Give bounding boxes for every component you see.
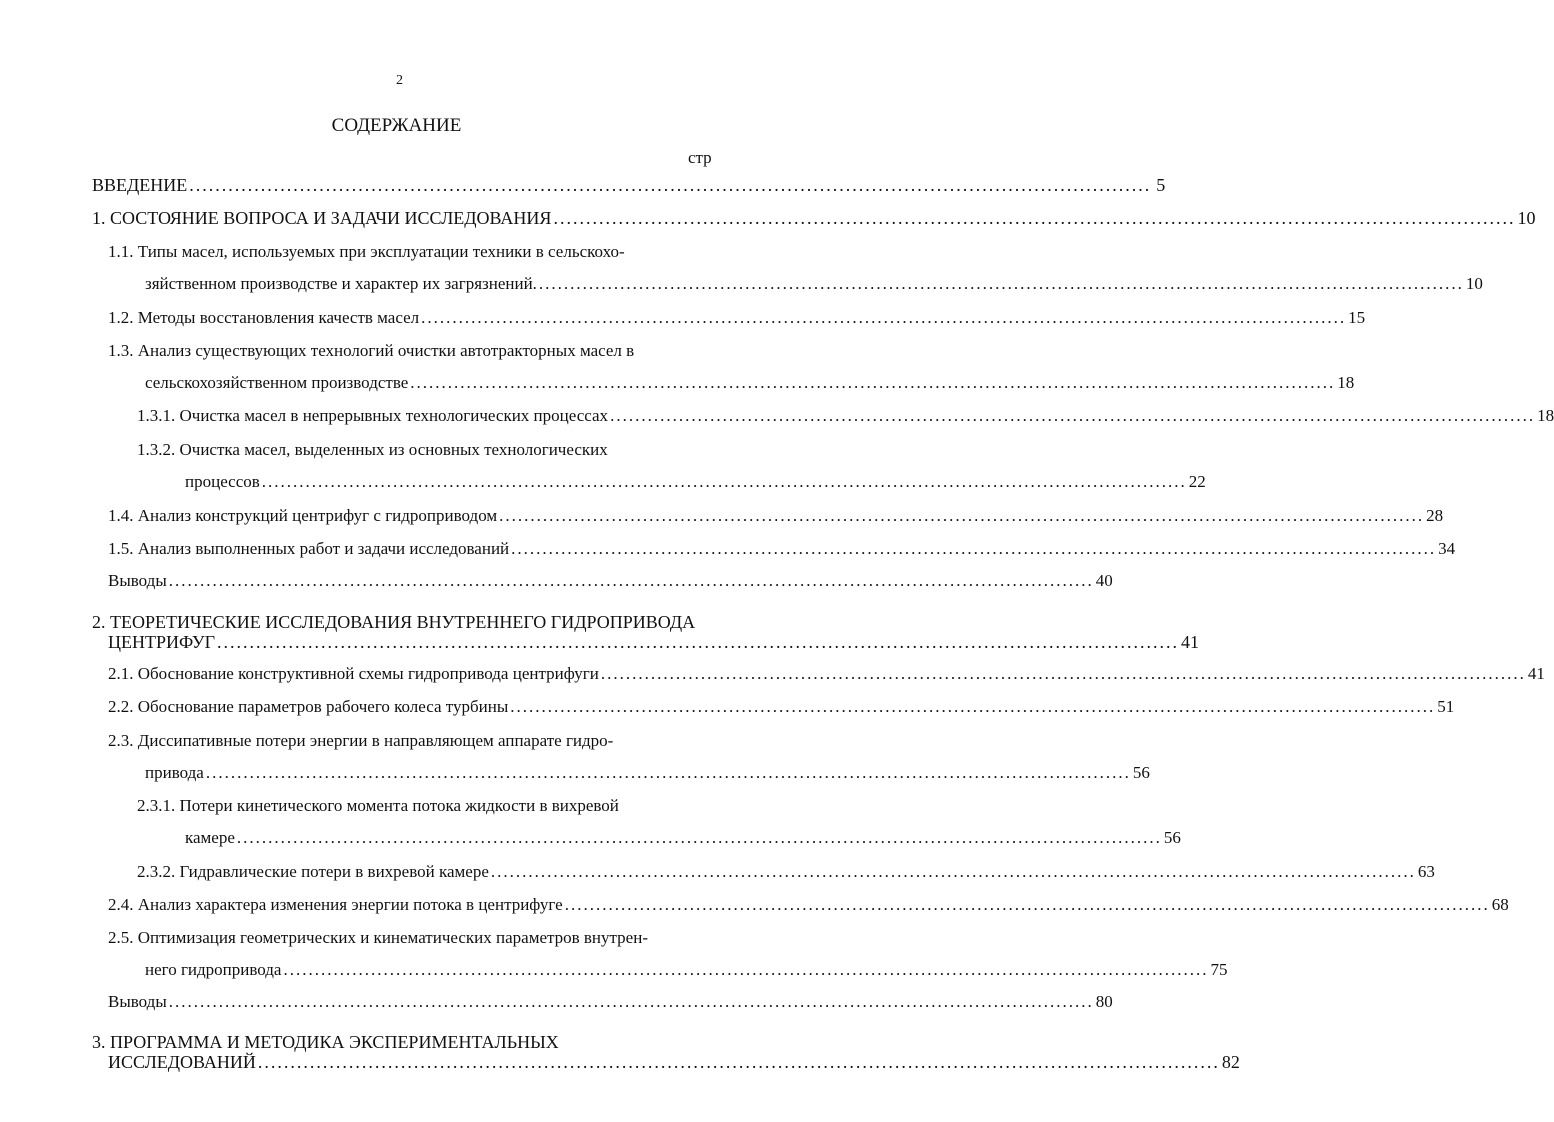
leader-dots: .................................................................................................................................................... [261, 472, 1187, 491]
leader-dots: .................................................................................................................................................... [236, 828, 1162, 847]
leader-dots: .................................................................................................................................................... [499, 506, 1425, 525]
toc-entry-page: 68 [1491, 895, 1509, 914]
toc-entry-page: 28 [1426, 506, 1444, 525]
toc-entry-page: 75 [1210, 960, 1228, 979]
toc-entry-text: сельскохозяйственном производстве [145, 373, 409, 392]
toc-entry-page: 80 [1095, 992, 1113, 1011]
toc-entry-page: 15 [1348, 308, 1366, 327]
leader-dots: .................................................................................................................................................... [510, 697, 1436, 716]
toc-entry-1-4[interactable] [108, 506, 1444, 526]
toc-entry-text: 1.4. Анализ конструкций центрифуг с гидроприводом [108, 506, 498, 525]
toc-entry-text: 1.3.1. Очистка масел в непрерывных технологических процессах [137, 406, 609, 425]
toc-entry-page: 63 [1417, 862, 1435, 881]
toc-entry-chapter-3[interactable] [108, 1052, 1240, 1072]
toc-entry-2-3-2[interactable] [137, 862, 1435, 882]
toc-entry-text: 1. СОСТОЯНИЕ ВОПРОСА И ЗАДАЧИ ИССЛЕДОВАНИЯ [92, 208, 552, 228]
toc-entry-text: ЦЕНТРИФУГ [108, 632, 215, 652]
toc-entry-page: 10 [1465, 274, 1483, 293]
toc-entry-1-1[interactable] [145, 274, 1483, 294]
toc-entry-1-3-2[interactable] [185, 472, 1206, 492]
toc-entry-introduction[interactable] [92, 175, 1166, 195]
toc-entry-2-3-1[interactable] [185, 828, 1181, 848]
toc-entry-text: Выводы [108, 571, 167, 590]
toc-entry-1-1-line1: 1.1. Типы масел, используемых при эксплуатации техники в сельскохо- [108, 242, 625, 261]
toc-entry-page: 82 [1221, 1052, 1240, 1072]
toc-entry-text: привода [145, 763, 204, 782]
toc-entry-2-3[interactable] [145, 763, 1150, 783]
toc-entry-1-3-line1: 1.3. Анализ существующих технологий очистки автотракторных масел в [108, 341, 635, 360]
toc-entry-page: 40 [1095, 571, 1113, 590]
toc-entry-text: 2.1. Обоснование конструктивной схемы гидропривода центрифуги [108, 664, 599, 683]
toc-entry-1-3-2-line1: 1.3.2. Очистка масел, выделенных из основных технологических [137, 440, 608, 459]
page-number: 2 [396, 73, 403, 88]
toc-entry-page: 18 [1537, 406, 1554, 425]
toc-entry-2-3-line1: 2.3. Диссипативные потери энергии в направляющем аппарате гидро- [108, 731, 614, 750]
leader-dots: .................................................................................................................................................... [410, 373, 1336, 392]
toc-entry-text: 2.3.2. Гидравлические потери в вихревой камере [137, 862, 489, 881]
toc-entry-chapter-2[interactable] [108, 632, 1199, 652]
leader-dots: .................................................................................................................................................... [189, 175, 1152, 195]
leader-dots: .................................................................................................................................................... [168, 992, 1094, 1011]
toc-entry-text: процессов [185, 472, 260, 491]
toc-entry-page: 18 [1337, 373, 1355, 392]
leader-dots: .................................................................................................................................................... [511, 539, 1437, 558]
leader-dots: .................................................................................................................................................... [538, 274, 1464, 293]
leader-dots: .................................................................................................................................................... [283, 960, 1209, 979]
toc-entry-text: зяйственном производстве и характер их загрязнений. [145, 274, 537, 293]
leader-dots: .................................................................................................................................................... [257, 1052, 1220, 1072]
page-column-label: стр [688, 148, 712, 167]
toc-entry-conclusions-2[interactable] [108, 992, 1113, 1012]
toc-entry-2-5-line1: 2.5. Оптимизация геометрических и кинематических параметров внутрен- [108, 928, 648, 947]
toc-entry-2-3-1-line1: 2.3.1. Потери кинетического момента потока жидкости в вихревой [137, 796, 619, 815]
toc-entry-chapter-1[interactable] [92, 208, 1536, 228]
leader-dots: .................................................................................................................................................... [490, 862, 1416, 881]
leader-dots: .................................................................................................................................................... [421, 308, 1347, 327]
toc-entry-1-3[interactable] [145, 373, 1355, 393]
toc-entry-page: 41 [1527, 664, 1545, 683]
toc-entry-text: него гидропривода [145, 960, 282, 979]
toc-entry-page: 10 [1517, 208, 1536, 228]
toc-entry-page: 22 [1188, 472, 1206, 491]
leader-dots: .................................................................................................................................................... [564, 895, 1490, 914]
toc-entry-text: 1.2. Методы восстановления качеств масел [108, 308, 420, 327]
toc-entry-page: 34 [1438, 539, 1456, 558]
toc-entry-page: 41 [1181, 632, 1199, 652]
toc-entry-conclusions-1[interactable] [108, 571, 1113, 591]
toc-entry-chapter-2-line1: 2. ТЕОРЕТИЧЕСКИЕ ИССЛЕДОВАНИЯ ВНУТРЕННЕГО ГИДРОПРИВОДА [92, 612, 696, 632]
leader-dots: .................................................................................................................................................... [553, 208, 1516, 228]
toc-entry-2-1[interactable] [108, 664, 1545, 684]
toc-entry-chapter-3-line1: 3. ПРОГРАММА И МЕТОДИКА ЭКСПЕРИМЕНТАЛЬНЫХ [92, 1032, 559, 1052]
toc-entry-text: Выводы [108, 992, 167, 1011]
leader-dots: .................................................................................................................................................... [610, 406, 1536, 425]
toc-entry-text: ИССЛЕДОВАНИЙ [108, 1052, 256, 1072]
toc-title: СОДЕРЖАНИЕ [331, 115, 462, 136]
toc-entry-text: 2.4. Анализ характера изменения энергии потока в центрифуге [108, 895, 563, 914]
leader-dots: .................................................................................................................................................... [168, 571, 1094, 590]
toc-entry-1-3-1[interactable] [137, 406, 1554, 426]
toc-entry-page: 5 [1156, 175, 1166, 195]
leader-dots: .................................................................................................................................................... [217, 632, 1179, 652]
toc-entry-page: 51 [1437, 697, 1455, 716]
toc-entry-text: 2.2. Обоснование параметров рабочего колеса турбины [108, 697, 509, 716]
toc-entry-1-5[interactable] [108, 539, 1456, 559]
leader-dots: .................................................................................................................................................... [600, 664, 1526, 683]
toc-entry-page: 56 [1163, 828, 1181, 847]
toc-entry-text: 1.5. Анализ выполненных работ и задачи исследований [108, 539, 510, 558]
leader-dots: .................................................................................................................................................... [205, 763, 1131, 782]
toc-entry-1-2[interactable] [108, 308, 1366, 328]
toc-entry-text: ВВЕДЕНИЕ [92, 175, 188, 195]
toc-entry-2-4[interactable] [108, 895, 1509, 915]
toc-entry-2-2[interactable] [108, 697, 1455, 717]
toc-entry-2-5[interactable] [145, 960, 1228, 980]
toc-entry-page: 56 [1132, 763, 1150, 782]
toc-entry-text: камере [185, 828, 235, 847]
